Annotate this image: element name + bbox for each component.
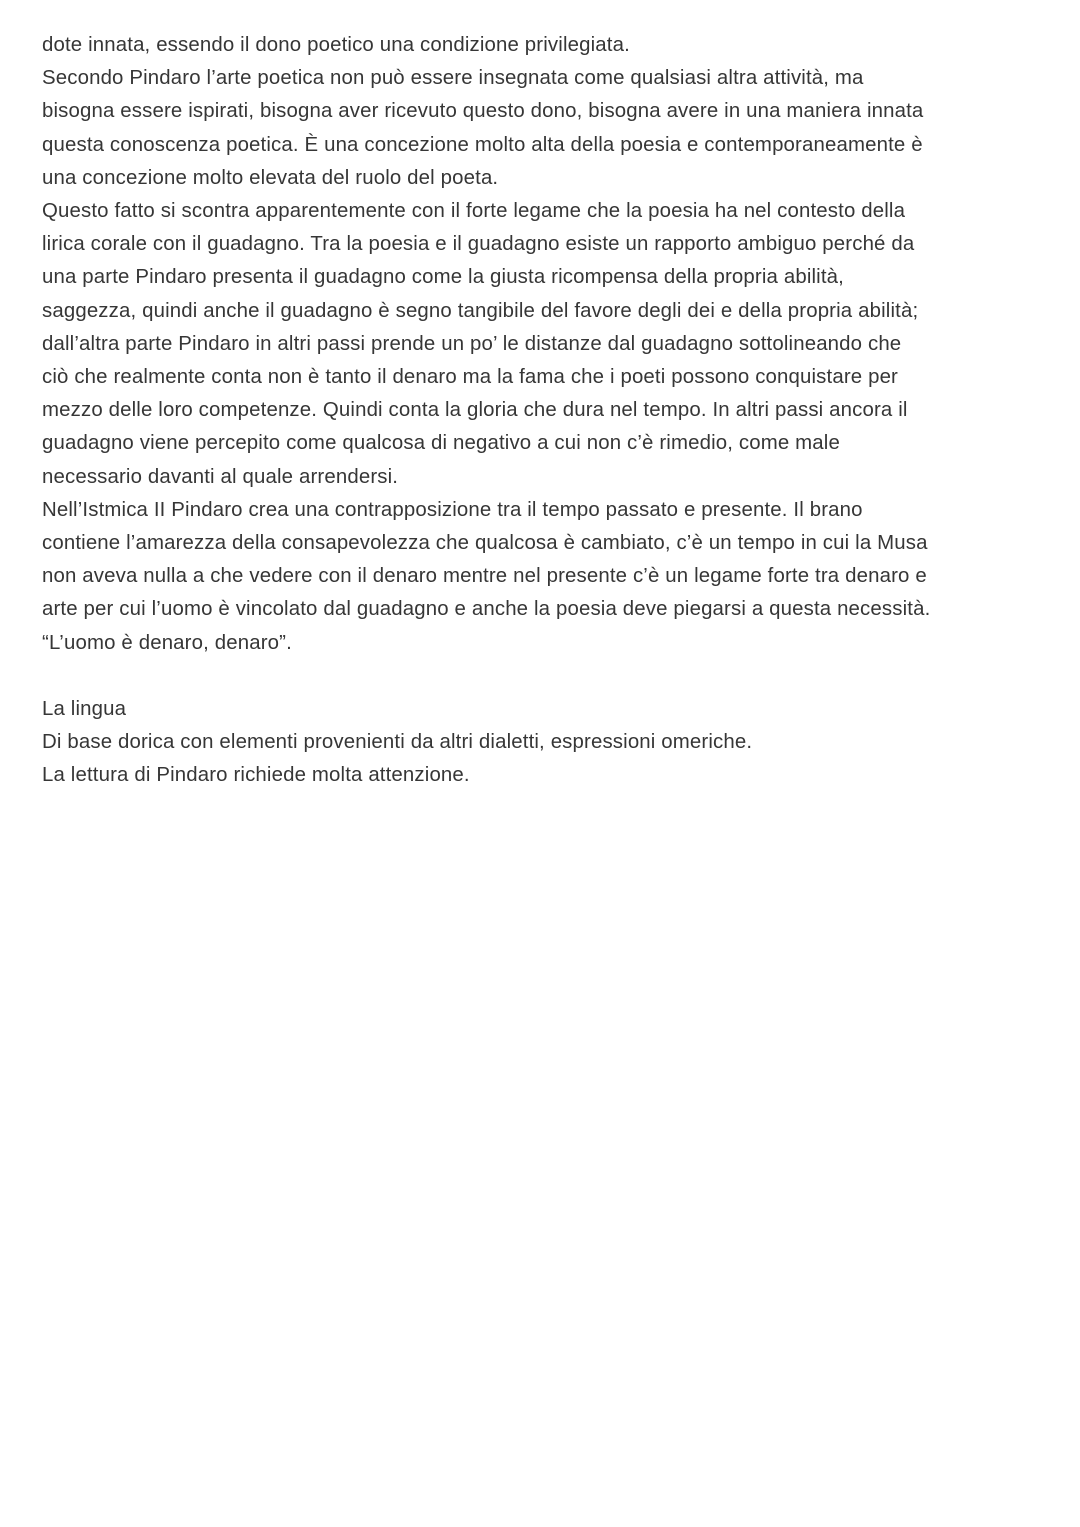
text-line: questa conoscenza poetica. È una concezione molto alta della poesia e contemporaneamente è [42,133,923,156]
text-line: una concezione molto elevata del ruolo del poeta. [42,166,499,189]
section-pindaro [42,29,1052,660]
text-line: non aveva nulla a che vedere con il denaro mentre nel presente c’è un legame forte tra denaro e [42,565,927,588]
text-line: Nell’Istmica II Pindaro crea una contrapposizione tra il tempo passato e presente. Il brano [42,498,863,521]
text-line: La lettura di Pindaro richiede molta attenzione. [42,764,470,787]
text-line: Secondo Pindaro l’arte poetica non può essere insegnata come qualsiasi altra attività, ma [42,67,864,90]
text-line: dote innata, essendo il dono poetico una condizione privilegiata. [42,34,630,56]
text-line: contiene l’amarezza della consapevolezza che qualcosa è cambiato, c’è un tempo in cui la Musa [42,532,928,555]
text-line: lirica corale con il guadagno. Tra la poesia e il guadagno esiste un rapporto ambiguo perché da [42,233,915,256]
text-line: guadagno viene percepito come qualcosa di negativo a cui non c’è rimedio, come male [42,432,840,455]
document-page [42,29,1052,793]
section-lingua [42,693,1052,793]
text-line: saggezza, quindi anche il guadagno è segno tangibile del favore degli dei e della propria abilità; [42,299,919,322]
text-line: ciò che realmente conta non è tanto il denaro ma la fama che i poeti possono conquistare per [42,366,898,389]
text-line: una parte Pindaro presenta il guadagno come la giusta ricompensa della propria abilità, [42,266,844,289]
text-line: arte per cui l’uomo è vincolato dal guadagno e anche la poesia deve piegarsi a questa necessità. [42,598,931,621]
text-line: bisogna essere ispirati, bisogna aver ricevuto questo dono, bisogna avere in una maniera innata [42,100,924,123]
text-line: dall’altra parte Pindaro in altri passi prende un po’ le distanze dal guadagno sottolineando che [42,332,902,355]
text-line: necessario davanti al quale arrendersi. [42,465,399,488]
blank-line [42,660,1052,693]
section-heading: La lingua [42,698,127,721]
text-line: Questo fatto si scontra apparentemente con il forte legame che la poesia ha nel contesto della [42,200,906,223]
quote-line: “L’uomo è denaro, denaro”. [42,631,292,654]
text-line: mezzo delle loro competenze. Quindi conta la gloria che dura nel tempo. In altri passi ancora il [42,399,908,422]
text-line: Di base dorica con elementi provenienti da altri dialetti, espressioni omeriche. [42,731,753,754]
